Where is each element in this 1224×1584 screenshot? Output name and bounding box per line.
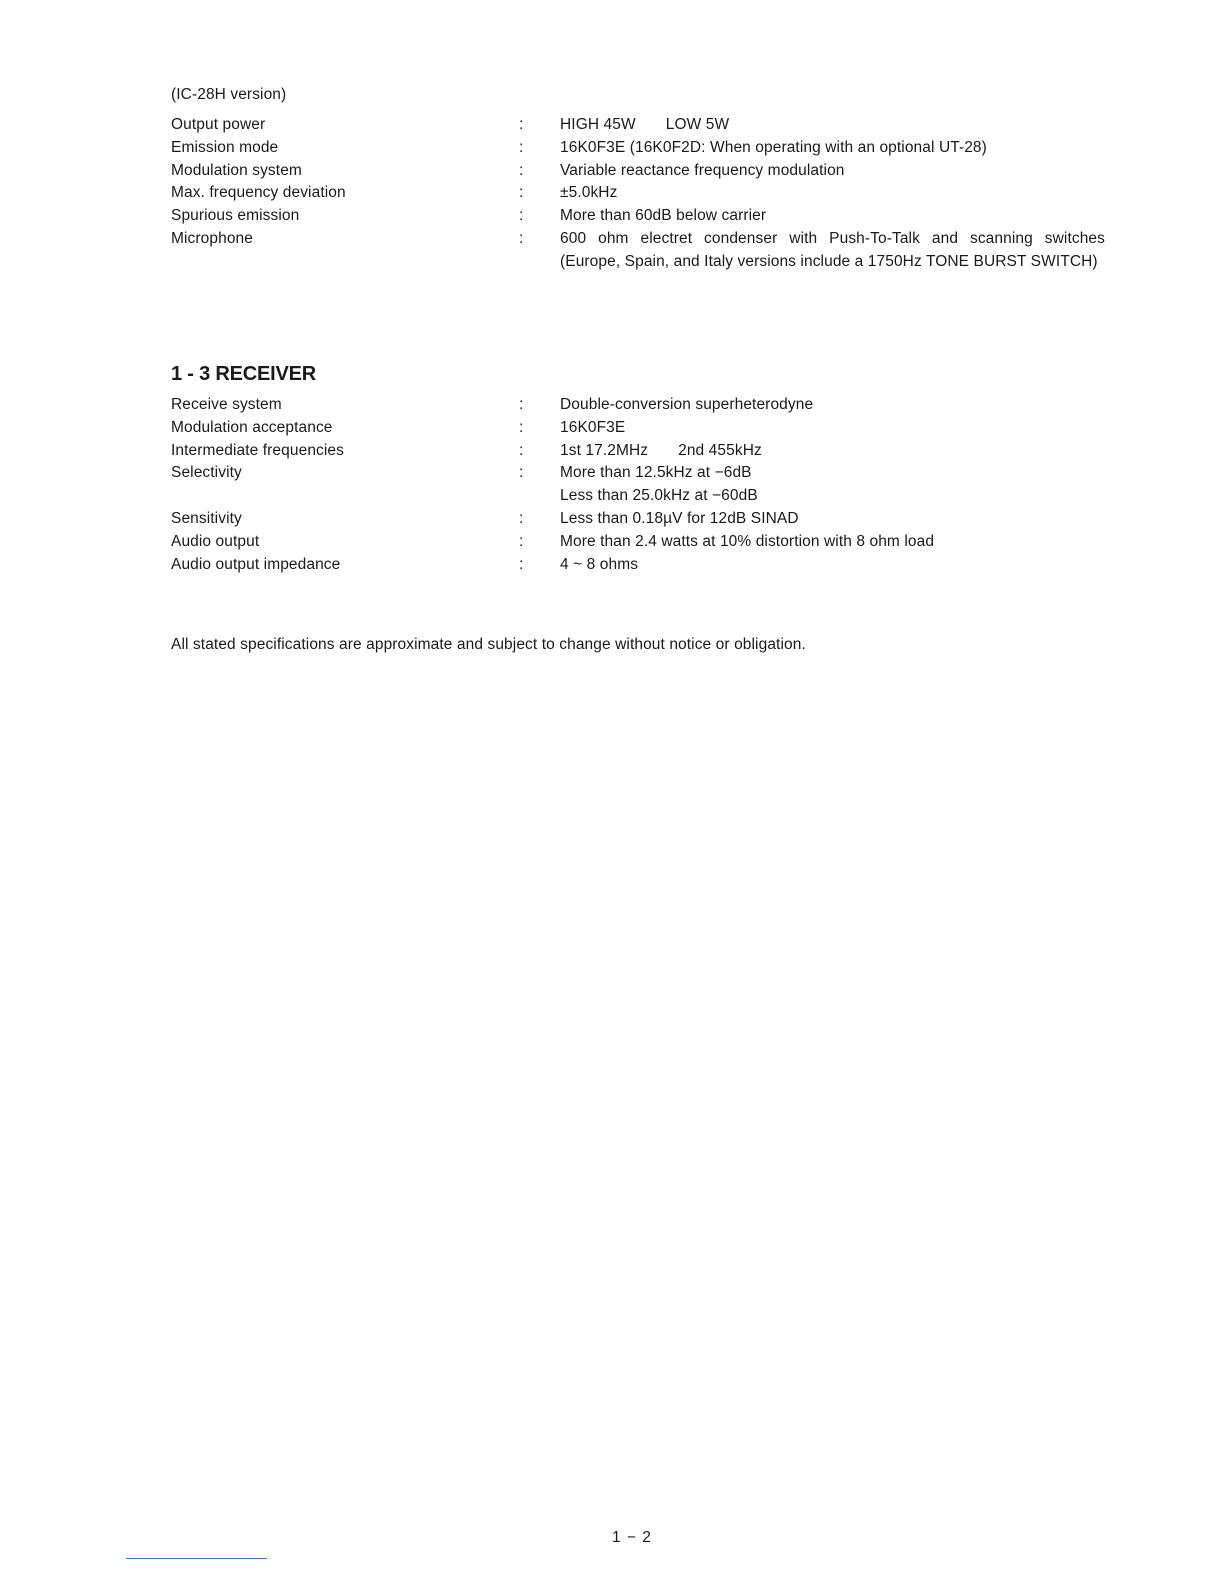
spec-value: Variable reactance frequency modulation [560, 161, 845, 179]
spec-label: Selectivity [171, 464, 242, 482]
spec-separator: : [519, 184, 524, 202]
spec-value-part: 2nd 455kHz [678, 441, 762, 459]
spec-separator: : [519, 138, 524, 156]
page-number: 1 − 2 [612, 1529, 652, 1546]
spec-row-receive-system [171, 394, 1111, 417]
spec-separator: : [519, 116, 524, 133]
transmitter-spec-table [171, 114, 1111, 274]
spec-label: Modulation system [171, 161, 302, 179]
spec-value: 4 ~ 8 ohms [560, 555, 639, 573]
section-heading-receiver: 1 - 3 RECEIVER [171, 363, 317, 385]
spec-label: Audio output [171, 532, 260, 550]
spec-row-audio-output-impedance [171, 554, 1111, 577]
spec-row-intermediate-frequencies [171, 440, 1111, 463]
spec-value: Double-conversion superheterodyne [560, 396, 814, 413]
spec-row-selectivity [171, 462, 1111, 508]
spec-label: Audio output impedance [171, 555, 341, 573]
spec-row-modulation-acceptance [171, 417, 1111, 440]
spec-label: Max. frequency deviation [171, 184, 346, 202]
spec-value [560, 114, 1111, 137]
spec-label: Output power [171, 116, 266, 133]
spec-value: More than 2.4 watts at 10% distortion with 8 ohm load [560, 532, 935, 550]
spec-value-part: HIGH 45W [560, 116, 636, 133]
spec-label: Intermediate frequencies [171, 441, 344, 459]
spec-row-sensitivity [171, 508, 1111, 531]
spec-value-part: LOW 5W [665, 116, 730, 133]
spec-row-spurious-emission [171, 205, 1111, 228]
spec-separator: : [519, 418, 524, 436]
footer-rule [126, 1558, 267, 1559]
spec-separator: : [519, 532, 524, 550]
receiver-spec-table [171, 394, 1111, 576]
spec-value: 16K0F3E (16K0F2D: When operating with an optional UT-28) [560, 138, 987, 156]
spec-value: ±5.0kHz [560, 184, 618, 202]
spec-value: More than 60dB below carrier [560, 207, 767, 225]
spec-value [560, 462, 1111, 508]
spec-value-line: More than 12.5kHz at −6dB [560, 464, 752, 482]
spec-label: Emission mode [171, 138, 279, 156]
spec-separator: : [519, 396, 524, 413]
spec-row-modulation-system [171, 160, 1111, 183]
spec-separator: : [519, 229, 524, 247]
spec-separator: : [519, 441, 524, 459]
spec-separator: : [519, 464, 524, 482]
spec-value: 600 ohm electret condenser with Push-To-Talk and scanning switches (Europe, Spain, and Italy versions include a 1750Hz TONE BURST SWITCH) [560, 229, 1105, 270]
spec-separator: : [519, 509, 524, 527]
disclaimer-text: All stated specifications are approximate and subject to change without notice or obligation. [171, 636, 806, 653]
spec-separator: : [519, 555, 524, 573]
spec-label: Microphone [171, 229, 253, 247]
spec-label: Sensitivity [171, 509, 242, 527]
spec-separator: : [519, 161, 524, 179]
spec-label: Spurious emission [171, 207, 300, 225]
version-note: (IC-28H version) [171, 86, 287, 103]
spec-value-line: Less than 25.0kHz at −60dB [560, 487, 758, 505]
spec-row-output-power [171, 114, 1111, 137]
spec-label: Modulation acceptance [171, 418, 333, 436]
spec-value: 16K0F3E [560, 418, 626, 436]
spec-row-microphone [171, 228, 1111, 274]
spec-value [560, 440, 1111, 463]
spec-value: Less than 0.18µV for 12dB SINAD [560, 509, 799, 527]
spec-separator: : [519, 207, 524, 225]
spec-row-emission-mode [171, 137, 1111, 160]
spec-row-audio-output [171, 531, 1111, 554]
spec-row-max-frequency-deviation [171, 182, 1111, 205]
spec-label: Receive system [171, 396, 282, 413]
spec-value-part: 1st 17.2MHz [560, 441, 649, 459]
